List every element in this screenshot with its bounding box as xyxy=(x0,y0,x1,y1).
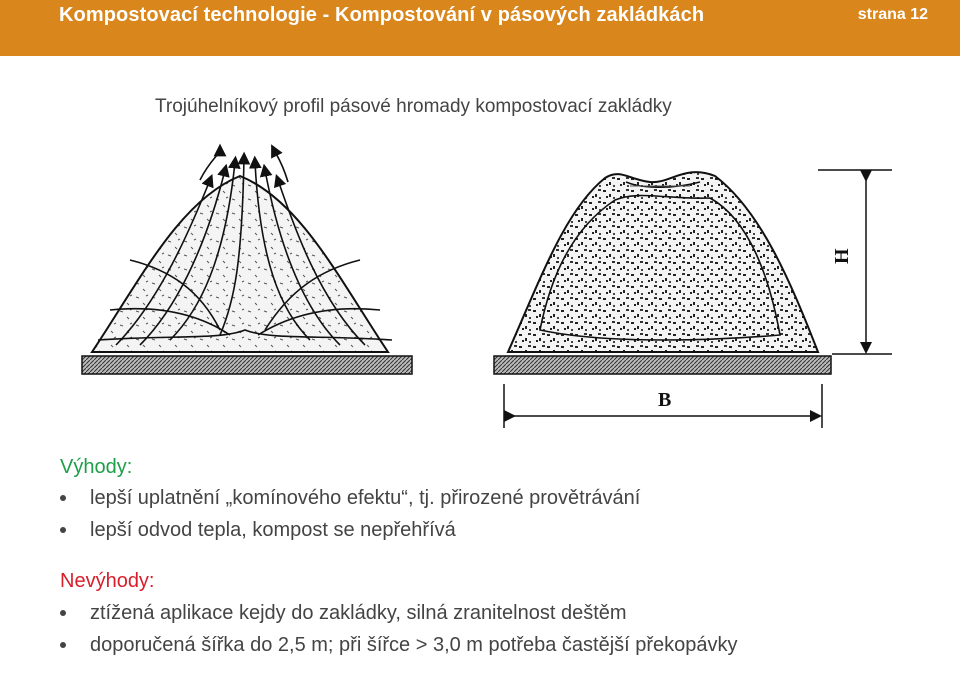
list-item: ztížená aplikace kejdy do zakládky, silná zranitelnost deštěm xyxy=(60,597,738,629)
right-pile xyxy=(494,172,831,374)
list-item: lepší uplatnění „komínového efektu“, tj. přirozené provětrávání xyxy=(60,482,640,514)
disadvantages-list xyxy=(60,597,738,661)
header-bar xyxy=(0,0,960,56)
height-dimension xyxy=(818,170,892,354)
bullet-icon xyxy=(60,495,66,501)
page-number: strana 12 xyxy=(857,6,928,23)
bullet-icon xyxy=(60,610,66,616)
page-title: Kompostovací technologie - Kompostování v pásových zakládkách xyxy=(59,4,705,26)
bullet-icon xyxy=(60,527,66,533)
width-label: B xyxy=(658,389,672,411)
list-item: lepší odvod tepla, kompost se nepřehřívá xyxy=(60,514,640,546)
height-label: H xyxy=(831,248,853,264)
advantages-heading: Výhody: xyxy=(60,456,133,478)
figure-caption: Trojúhelníkový profil pásové hromady kompostovací zakládky xyxy=(155,96,672,117)
advantages-list xyxy=(60,482,640,546)
bullet-icon xyxy=(60,642,66,648)
compost-profile-drawing xyxy=(70,140,900,440)
compost-profile-figure xyxy=(70,140,900,440)
list-item: doporučená šířka do 2,5 m; při šířce > 3,0 m potřeba častější překopávky xyxy=(60,629,738,661)
left-pile xyxy=(82,150,412,374)
disadvantages-heading: Nevýhody: xyxy=(60,570,155,592)
